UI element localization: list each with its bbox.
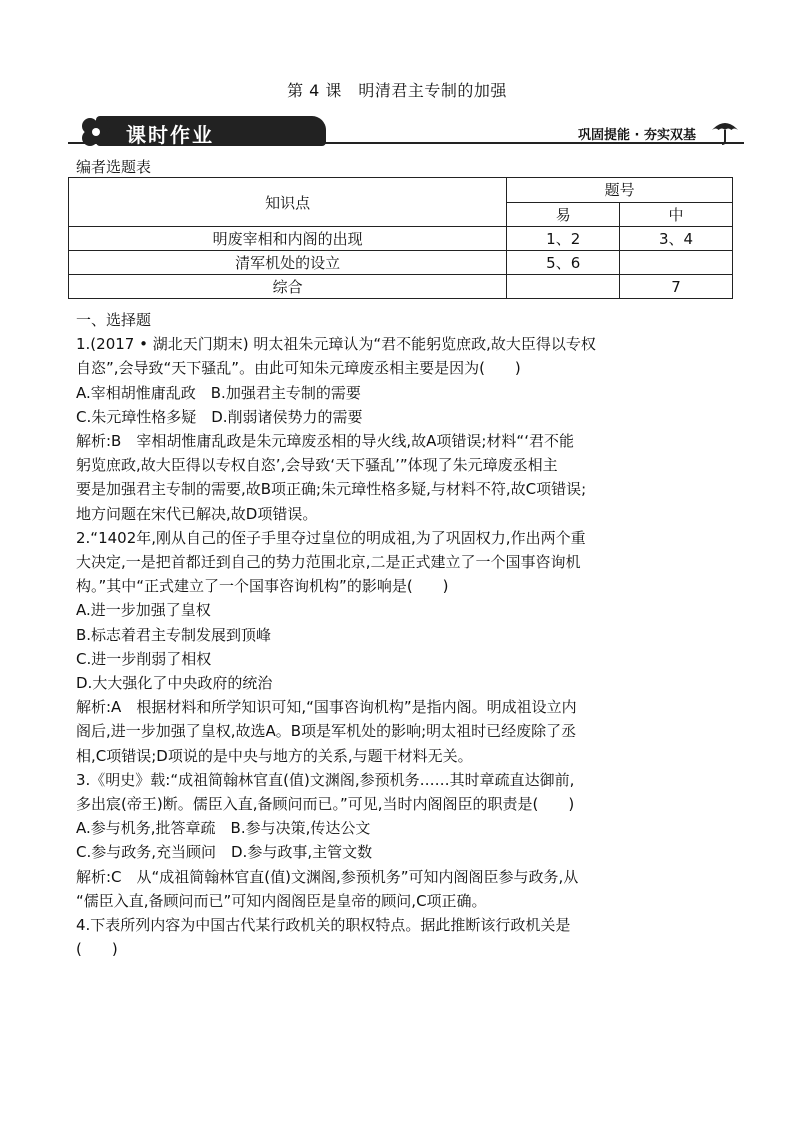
text-line: 解析:A 根据材料和所学知识可知,“国事咨询机构”是指内阁。明成祖设立内 bbox=[76, 698, 577, 717]
text-line: 地方问题在宋代已解决,故D项错误。 bbox=[76, 504, 318, 523]
easy-cell: 5、6 bbox=[507, 251, 620, 275]
text-line: “儒臣入直,备顾问而已”可知内阁阁臣是皇帝的顾问,C项正确。 bbox=[76, 891, 487, 910]
header-topic: 知识点 bbox=[69, 178, 507, 227]
header-number: 题号 bbox=[507, 178, 733, 203]
text-line: 2.“1402年,刚从自己的侄子手里夺过皇位的明成祖,为了巩固权力,作出两个重 bbox=[76, 528, 586, 547]
text-line: 解析:C 从“成祖简翰林官直(值)文渊阁,参预机务”可知内阁阁臣参与政务,从 bbox=[76, 867, 579, 886]
section-banner bbox=[68, 116, 744, 148]
text-line: 构。”其中“正式建立了一个国事咨询机构”的影响是( ) bbox=[76, 577, 449, 596]
easy-cell: 1、2 bbox=[507, 227, 620, 251]
text-line: 阁后,进一步加强了皇权,故选A。B项是军机处的影响;明太祖时已经废除了丞 bbox=[76, 722, 577, 741]
text-line: C.朱元璋性格多疑 D.削弱诸侯势力的需要 bbox=[76, 407, 363, 426]
banner-slogan: 巩固提能 · 夯实双基 bbox=[578, 128, 696, 143]
text-line: 1.(2017 • 湖北天门期末) 明太祖朱元璋认为“君不能躬览庶政,故大臣得以专权 bbox=[76, 335, 596, 354]
text-line: D.大大强化了中央政府的统治 bbox=[76, 674, 273, 693]
easy-cell bbox=[507, 275, 620, 299]
text-line: 解析:B 宰相胡惟庸乱政是朱元璋废丞相的导火线,故A项错误;材料“‘君不能 bbox=[76, 432, 574, 451]
table-row bbox=[69, 275, 733, 299]
text-line: B.标志着君主专制发展到顶峰 bbox=[76, 625, 272, 644]
clover-leaf-icon bbox=[78, 116, 114, 152]
text-line: ( ) bbox=[76, 940, 118, 959]
text-line: 一、选择题 bbox=[76, 311, 152, 329]
text-line: 大决定,一是把首都迁到自己的势力范围北京,二是正式建立了一个国事咨询机 bbox=[76, 553, 581, 572]
text-line: 要是加强君主专制的需要,故B项正确;朱元璋性格多疑,与材料不符,故C项错误; bbox=[76, 480, 587, 499]
text-line: 3.《明史》载:“成祖简翰林官直(值)文渊阁,参预机务……其时章疏直达御前, bbox=[76, 770, 575, 789]
text-line: 4.下表所列内容为中国古代某行政机关的职权特点。据此推断该行政机关是 bbox=[76, 916, 571, 935]
page-title: 第 4 课 明清君主专制的加强 bbox=[287, 81, 507, 100]
topic-cell: 综合 bbox=[69, 275, 507, 299]
exercise-content bbox=[76, 308, 736, 961]
selection-table bbox=[68, 177, 733, 299]
text-line: C.进一步削弱了相权 bbox=[76, 649, 212, 668]
text-line: C.参与政务,充当顾问 D.参与政事,主管文数 bbox=[76, 843, 373, 862]
medium-cell bbox=[620, 251, 733, 275]
medium-cell: 3、4 bbox=[620, 227, 733, 251]
table-row bbox=[69, 251, 733, 275]
banner-label: 课时作业 bbox=[126, 123, 214, 147]
selection-table-caption: 编者选题表 bbox=[76, 158, 152, 176]
text-line: A.进一步加强了皇权 bbox=[76, 601, 211, 620]
umbrella-icon bbox=[710, 116, 740, 150]
table-row bbox=[69, 227, 733, 251]
medium-cell: 7 bbox=[620, 275, 733, 299]
topic-cell: 清军机处的设立 bbox=[69, 251, 507, 275]
text-line: 自恣”,会导致“天下骚乱”。由此可知朱元璋废丞相主要是因为( ) bbox=[76, 359, 521, 378]
header-medium: 中 bbox=[620, 202, 733, 227]
text-line: A.宰相胡惟庸乱政 B.加强君主专制的需要 bbox=[76, 383, 361, 402]
text-line: 躬览庶政,故大臣得以专权自恣’,会导致‘天下骚乱’”体现了朱元璋废丞相主 bbox=[76, 456, 558, 475]
text-line: A.参与机务,批答章疏 B.参与决策,传达公文 bbox=[76, 819, 371, 838]
topic-cell: 明废宰相和内阁的出现 bbox=[69, 227, 507, 251]
text-line: 多出宸(帝王)断。儒臣入直,备顾问而已。”可见,当时内阁阁臣的职责是( ) bbox=[76, 795, 575, 814]
header-easy: 易 bbox=[507, 202, 620, 227]
text-line: 相,C项错误;D项说的是中央与地方的关系,与题干材料无关。 bbox=[76, 746, 473, 765]
